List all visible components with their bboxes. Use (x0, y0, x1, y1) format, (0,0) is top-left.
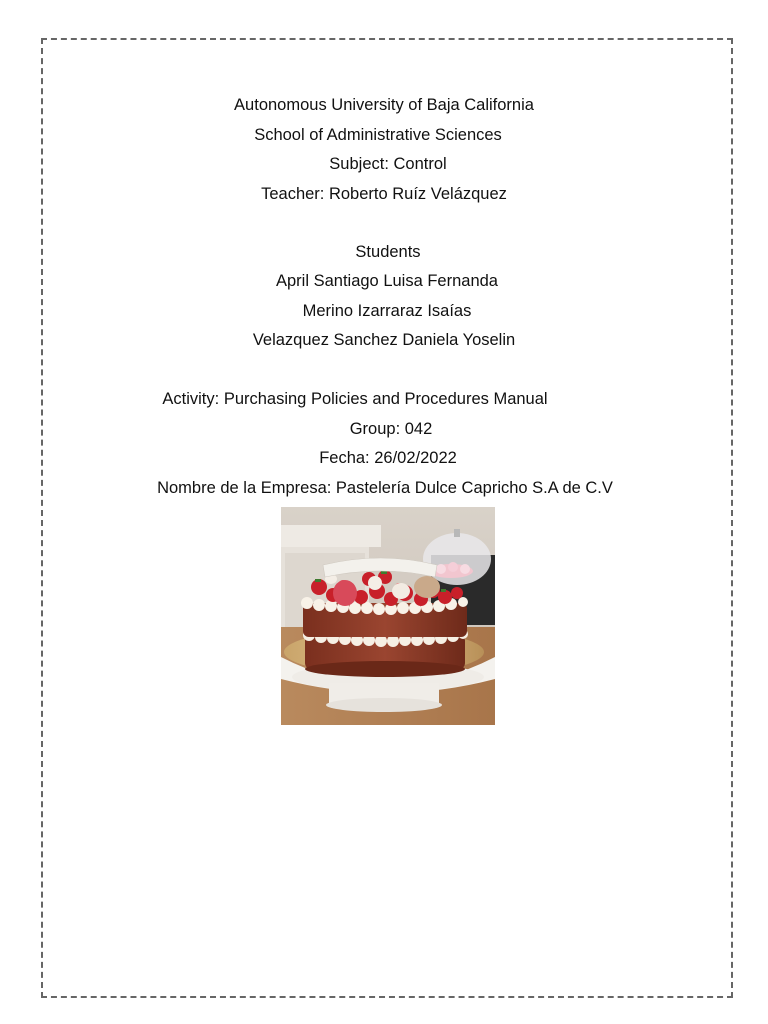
cake-photo (281, 507, 495, 725)
student-name: Merino Izarraraz Isaías (302, 302, 472, 320)
activity-line: Activity: Purchasing Policies and Procedures Manual (162, 390, 548, 408)
students-heading: Students (355, 243, 421, 261)
group-line: Group: 042 (349, 420, 433, 438)
university-name: Autonomous University of Baja California (234, 96, 534, 114)
student-name: April Santiago Luisa Fernanda (276, 272, 498, 290)
teacher-line: Teacher: Roberto Ruíz Velázquez (261, 185, 507, 203)
school-name: School of Administrative Sciences (254, 126, 502, 144)
student-name: Velazquez Sanchez Daniela Yoselin (252, 331, 516, 349)
subject-line: Subject: Control (329, 155, 447, 173)
date-line: Fecha: 26/02/2022 (319, 449, 457, 467)
company-line: Nombre de la Empresa: Pastelería Dulce Capricho S.A de C.V (157, 479, 613, 497)
